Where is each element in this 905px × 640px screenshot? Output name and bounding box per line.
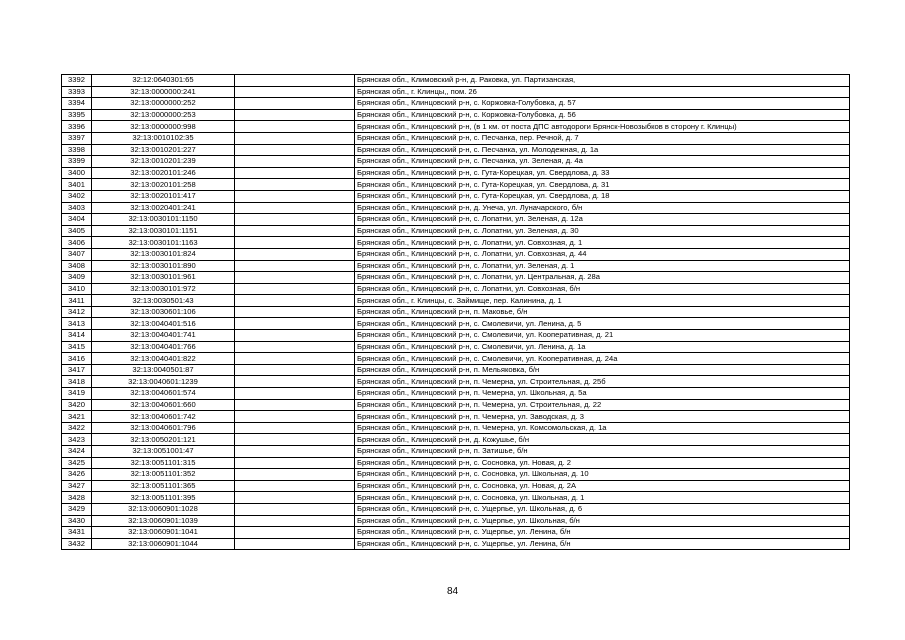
row-number: 3430 — [62, 515, 92, 527]
address-cell: Брянская обл., Клинцовский р-н, с. Ущерпье, ул. Школьная, б/н — [355, 515, 850, 527]
address-cell: Брянская обл., Клинцовский р-н, п. Маковье, б/н — [355, 306, 850, 318]
cadastral-number: 32:13:0030101:961 — [92, 272, 235, 284]
row-number: 3407 — [62, 248, 92, 260]
empty-cell — [235, 376, 355, 388]
empty-cell — [235, 399, 355, 411]
address-cell: Брянская обл., Клинцовский р-н, с. Лопатни, ул. Зеленая, д. 12а — [355, 214, 850, 226]
row-number: 3405 — [62, 225, 92, 237]
empty-cell — [235, 353, 355, 365]
row-number: 3428 — [62, 492, 92, 504]
table-row — [62, 480, 850, 492]
address-cell: Брянская обл., Клинцовский р-н, с. Лопатни, ул. Совхозная, д. 44 — [355, 248, 850, 260]
cadastral-number: 32:13:0051101:395 — [92, 492, 235, 504]
address-cell: Брянская обл., Клинцовский р-н, с. Ущерпье, ул. Школьная, д. 6 — [355, 503, 850, 515]
cadastral-number: 32:13:0060901:1039 — [92, 515, 235, 527]
address-cell: Брянская обл., Клинцовский р-н, с. Лопатни, ул. Зеленая, д. 1 — [355, 260, 850, 272]
cadastral-number: 32:13:0060901:1028 — [92, 503, 235, 515]
empty-cell — [235, 318, 355, 330]
address-cell: Брянская обл., Клинцовский р-н, с. Песчанка, ул. Зеленая, д. 4а — [355, 156, 850, 168]
row-number: 3419 — [62, 388, 92, 400]
empty-cell — [235, 190, 355, 202]
cadastral-number: 32:13:0030101:1151 — [92, 225, 235, 237]
row-number: 3411 — [62, 295, 92, 307]
address-cell: Брянская обл., Клинцовский р-н, с. Лопатни, ул. Зеленая, д. 30 — [355, 225, 850, 237]
row-number: 3395 — [62, 109, 92, 121]
table-row — [62, 399, 850, 411]
address-cell: Брянская обл., Клинцовский р-н, п. Мельяковка, б/н — [355, 364, 850, 376]
table-row — [62, 132, 850, 144]
row-number: 3396 — [62, 121, 92, 133]
cadastral-number: 32:13:0000000:252 — [92, 98, 235, 110]
address-cell: Брянская обл., Клинцовский р-н, с. Смолевичи, ул. Ленина, д. 5 — [355, 318, 850, 330]
empty-cell — [235, 144, 355, 156]
empty-cell — [235, 480, 355, 492]
empty-cell — [235, 98, 355, 110]
empty-cell — [235, 272, 355, 284]
cadastral-number: 32:13:0060901:1044 — [92, 538, 235, 550]
cadastral-number: 32:13:0040501:87 — [92, 364, 235, 376]
row-number: 3402 — [62, 190, 92, 202]
cadastral-number: 32:13:0051101:352 — [92, 469, 235, 481]
address-cell: Брянская обл., Клинцовский р-н, с. Смолевичи, ул. Ленина, д. 1а — [355, 341, 850, 353]
empty-cell — [235, 156, 355, 168]
row-number: 3424 — [62, 446, 92, 458]
table-row — [62, 422, 850, 434]
empty-cell — [235, 422, 355, 434]
row-number: 3401 — [62, 179, 92, 191]
address-cell: Брянская обл., Клинцовский р-н, с. Сосновка, ул. Новая, д. 2А — [355, 480, 850, 492]
cadastral-number: 32:13:0060901:1041 — [92, 527, 235, 539]
empty-cell — [235, 283, 355, 295]
row-number: 3399 — [62, 156, 92, 168]
table-row — [62, 376, 850, 388]
empty-cell — [235, 446, 355, 458]
address-cell: Брянская обл., Клинцовский р-н, д. Кожушье, б/н — [355, 434, 850, 446]
address-cell: Брянская обл., Клинцовский р-н, п. Чемерна, ул. Школьная, д. 5а — [355, 388, 850, 400]
cadastral-number: 32:13:0020401:241 — [92, 202, 235, 214]
address-cell: Брянская обл., Клинцовский р-н, с. Гута-Корецкая, ул. Свердлова, д. 31 — [355, 179, 850, 191]
empty-cell — [235, 469, 355, 481]
table-row — [62, 156, 850, 168]
row-number: 3398 — [62, 144, 92, 156]
empty-cell — [235, 121, 355, 133]
table-row — [62, 538, 850, 550]
cadastral-number: 32:13:0030101:1163 — [92, 237, 235, 249]
empty-cell — [235, 202, 355, 214]
empty-cell — [235, 225, 355, 237]
cadastral-number: 32:13:0000000:998 — [92, 121, 235, 133]
cadastral-number: 32:13:0051101:365 — [92, 480, 235, 492]
address-cell: Брянская обл., Клинцовский р-н, с. Сосновка, ул. Школьная, д. 10 — [355, 469, 850, 481]
row-number: 3420 — [62, 399, 92, 411]
cadastral-number: 32:13:0030601:106 — [92, 306, 235, 318]
cadastral-number: 32:13:0010201:227 — [92, 144, 235, 156]
table-row — [62, 295, 850, 307]
table-row — [62, 86, 850, 98]
address-cell: Брянская обл., Клинцовский р-н, с. Лопатни, ул. Центральная, д. 28а — [355, 272, 850, 284]
row-number: 3397 — [62, 132, 92, 144]
address-cell: Брянская обл., Клинцовский р-н, с. Гута-Корецкая, ул. Свердлова, д. 18 — [355, 190, 850, 202]
table-row — [62, 527, 850, 539]
empty-cell — [235, 132, 355, 144]
row-number: 3409 — [62, 272, 92, 284]
address-cell: Брянская обл., Клинцовский р-н, п. Затишье, б/н — [355, 446, 850, 458]
address-cell: Брянская обл., Клинцовский р-н, с. Сосновка, ул. Новая, д. 2 — [355, 457, 850, 469]
row-number: 3408 — [62, 260, 92, 272]
registry-table — [61, 74, 850, 550]
cadastral-number: 32:13:0000000:241 — [92, 86, 235, 98]
table-row — [62, 446, 850, 458]
address-cell: Брянская обл., Клинцовский р-н, с. Ущерпье, ул. Ленина, б/н — [355, 538, 850, 550]
empty-cell — [235, 434, 355, 446]
address-cell: Брянская обл., Клинцовский р-н, п. Чемерна, ул. Заводская, д. 3 — [355, 411, 850, 423]
cadastral-number: 32:13:0010102:35 — [92, 132, 235, 144]
address-cell: Брянская обл., Клинцовский р-н, с. Песчанка, пер. Речной, д. 7 — [355, 132, 850, 144]
row-number: 3416 — [62, 353, 92, 365]
table-row — [62, 330, 850, 342]
cadastral-number: 32:13:0020101:417 — [92, 190, 235, 202]
table-row — [62, 318, 850, 330]
table-row — [62, 237, 850, 249]
row-number: 3415 — [62, 341, 92, 353]
row-number: 3410 — [62, 283, 92, 295]
address-cell: Брянская обл., Клинцовский р-н, с. Коржовка-Голубовка, д. 56 — [355, 109, 850, 121]
table-row — [62, 492, 850, 504]
row-number: 3404 — [62, 214, 92, 226]
table-row — [62, 283, 850, 295]
empty-cell — [235, 527, 355, 539]
cadastral-number: 32:13:0000000:253 — [92, 109, 235, 121]
address-cell: Брянская обл., Клинцовский р-н, с. Смолевичи, ул. Кооперативная, д. 21 — [355, 330, 850, 342]
empty-cell — [235, 109, 355, 121]
row-number: 3413 — [62, 318, 92, 330]
row-number: 3423 — [62, 434, 92, 446]
table-row — [62, 353, 850, 365]
cadastral-number: 32:12:0640301:65 — [92, 75, 235, 87]
address-cell: Брянская обл., Клинцовский р-н, д. Унеча, ул. Луначарского, б/н — [355, 202, 850, 214]
empty-cell — [235, 167, 355, 179]
empty-cell — [235, 364, 355, 376]
address-cell: Брянская обл., Климовский р-н, д. Раковка, ул. Партизанская, — [355, 75, 850, 87]
empty-cell — [235, 295, 355, 307]
row-number: 3427 — [62, 480, 92, 492]
row-number: 3421 — [62, 411, 92, 423]
cadastral-number: 32:13:0040601:574 — [92, 388, 235, 400]
cadastral-number: 32:13:0040401:766 — [92, 341, 235, 353]
empty-cell — [235, 492, 355, 504]
table-row — [62, 225, 850, 237]
table-row — [62, 457, 850, 469]
empty-cell — [235, 411, 355, 423]
row-number: 3412 — [62, 306, 92, 318]
table-row — [62, 272, 850, 284]
empty-cell — [235, 260, 355, 272]
address-cell: Брянская обл., Клинцовский р-н, с. Коржовка-Голубовка, д. 57 — [355, 98, 850, 110]
cadastral-number: 32:13:0030101:824 — [92, 248, 235, 260]
address-cell: Брянская обл., Клинцовский р-н, (в 1 км. от поста ДПС автодороги Брянск-Новозыбков в сторону г. Клинцы) — [355, 121, 850, 133]
cadastral-number: 32:13:0051101:315 — [92, 457, 235, 469]
table-row — [62, 144, 850, 156]
cadastral-number: 32:13:0040601:1239 — [92, 376, 235, 388]
table-row — [62, 167, 850, 179]
cadastral-number: 32:13:0040401:741 — [92, 330, 235, 342]
address-cell: Брянская обл., Клинцовский р-н, с. Ущерпье, ул. Ленина, б/н — [355, 527, 850, 539]
empty-cell — [235, 237, 355, 249]
empty-cell — [235, 341, 355, 353]
page-number: 84 — [446, 586, 459, 597]
table-row — [62, 248, 850, 260]
empty-cell — [235, 75, 355, 87]
empty-cell — [235, 503, 355, 515]
table-row — [62, 109, 850, 121]
table-row — [62, 121, 850, 133]
cadastral-number: 32:13:0040401:822 — [92, 353, 235, 365]
row-number: 3432 — [62, 538, 92, 550]
table-row — [62, 260, 850, 272]
registry-table-body — [62, 75, 850, 550]
table-row — [62, 306, 850, 318]
row-number: 3417 — [62, 364, 92, 376]
address-cell: Брянская обл., Клинцовский р-н, с. Песчанка, ул. Молодежная, д. 1а — [355, 144, 850, 156]
row-number: 3425 — [62, 457, 92, 469]
empty-cell — [235, 515, 355, 527]
table-row — [62, 388, 850, 400]
address-cell: Брянская обл., Клинцовский р-н, с. Сосновка, ул. Школьная, д. 1 — [355, 492, 850, 504]
empty-cell — [235, 388, 355, 400]
row-number: 3429 — [62, 503, 92, 515]
cadastral-number: 32:13:0051001:47 — [92, 446, 235, 458]
cadastral-number: 32:13:0020101:246 — [92, 167, 235, 179]
table-row — [62, 179, 850, 191]
cadastral-number: 32:13:0030501:43 — [92, 295, 235, 307]
table-row — [62, 411, 850, 423]
cadastral-number: 32:13:0030101:1150 — [92, 214, 235, 226]
address-cell: Брянская обл., Клинцовский р-н, с. Лопатни, ул. Совхозная, б/н — [355, 283, 850, 295]
empty-cell — [235, 248, 355, 260]
address-cell: Брянская обл., г. Клинцы, с. Займище, пер. Калинина, д. 1 — [355, 295, 850, 307]
row-number: 3431 — [62, 527, 92, 539]
cadastral-number: 32:13:0040601:660 — [92, 399, 235, 411]
empty-cell — [235, 330, 355, 342]
address-cell: Брянская обл., Клинцовский р-н, с. Смолевичи, ул. Кооперативная, д. 24а — [355, 353, 850, 365]
row-number: 3426 — [62, 469, 92, 481]
table-row — [62, 503, 850, 515]
cadastral-number: 32:13:0030101:972 — [92, 283, 235, 295]
table-row — [62, 75, 850, 87]
cadastral-number: 32:13:0010201:239 — [92, 156, 235, 168]
row-number: 3392 — [62, 75, 92, 87]
address-cell: Брянская обл., г. Клинцы,, пом. 26 — [355, 86, 850, 98]
empty-cell — [235, 179, 355, 191]
row-number: 3406 — [62, 237, 92, 249]
address-cell: Брянская обл., Клинцовский р-н, с. Гута-Корецкая, ул. Свердлова, д. 33 — [355, 167, 850, 179]
empty-cell — [235, 538, 355, 550]
table-row — [62, 214, 850, 226]
address-cell: Брянская обл., Клинцовский р-н, п. Чемерна, ул. Строительная, д. 25б — [355, 376, 850, 388]
table-row — [62, 98, 850, 110]
empty-cell — [235, 306, 355, 318]
cadastral-number: 32:13:0050201:121 — [92, 434, 235, 446]
row-number: 3400 — [62, 167, 92, 179]
cadastral-number: 32:13:0040601:796 — [92, 422, 235, 434]
row-number: 3418 — [62, 376, 92, 388]
row-number: 3403 — [62, 202, 92, 214]
empty-cell — [235, 457, 355, 469]
empty-cell — [235, 214, 355, 226]
row-number: 3414 — [62, 330, 92, 342]
table-row — [62, 469, 850, 481]
row-number: 3422 — [62, 422, 92, 434]
cadastral-number: 32:13:0040601:742 — [92, 411, 235, 423]
table-row — [62, 341, 850, 353]
row-number: 3394 — [62, 98, 92, 110]
table-row — [62, 190, 850, 202]
address-cell: Брянская обл., Клинцовский р-н, п. Чемерна, ул. Строительная, д. 22 — [355, 399, 850, 411]
empty-cell — [235, 86, 355, 98]
table-row — [62, 202, 850, 214]
table-row — [62, 364, 850, 376]
cadastral-number: 32:13:0030101:890 — [92, 260, 235, 272]
table-row — [62, 434, 850, 446]
table-row — [62, 515, 850, 527]
cadastral-number: 32:13:0040401:516 — [92, 318, 235, 330]
cadastral-number: 32:13:0020101:258 — [92, 179, 235, 191]
address-cell: Брянская обл., Клинцовский р-н, п. Чемерна, ул. Комсомольская, д. 1а — [355, 422, 850, 434]
row-number: 3393 — [62, 86, 92, 98]
address-cell: Брянская обл., Клинцовский р-н, с. Лопатни, ул. Совхозная, д. 1 — [355, 237, 850, 249]
